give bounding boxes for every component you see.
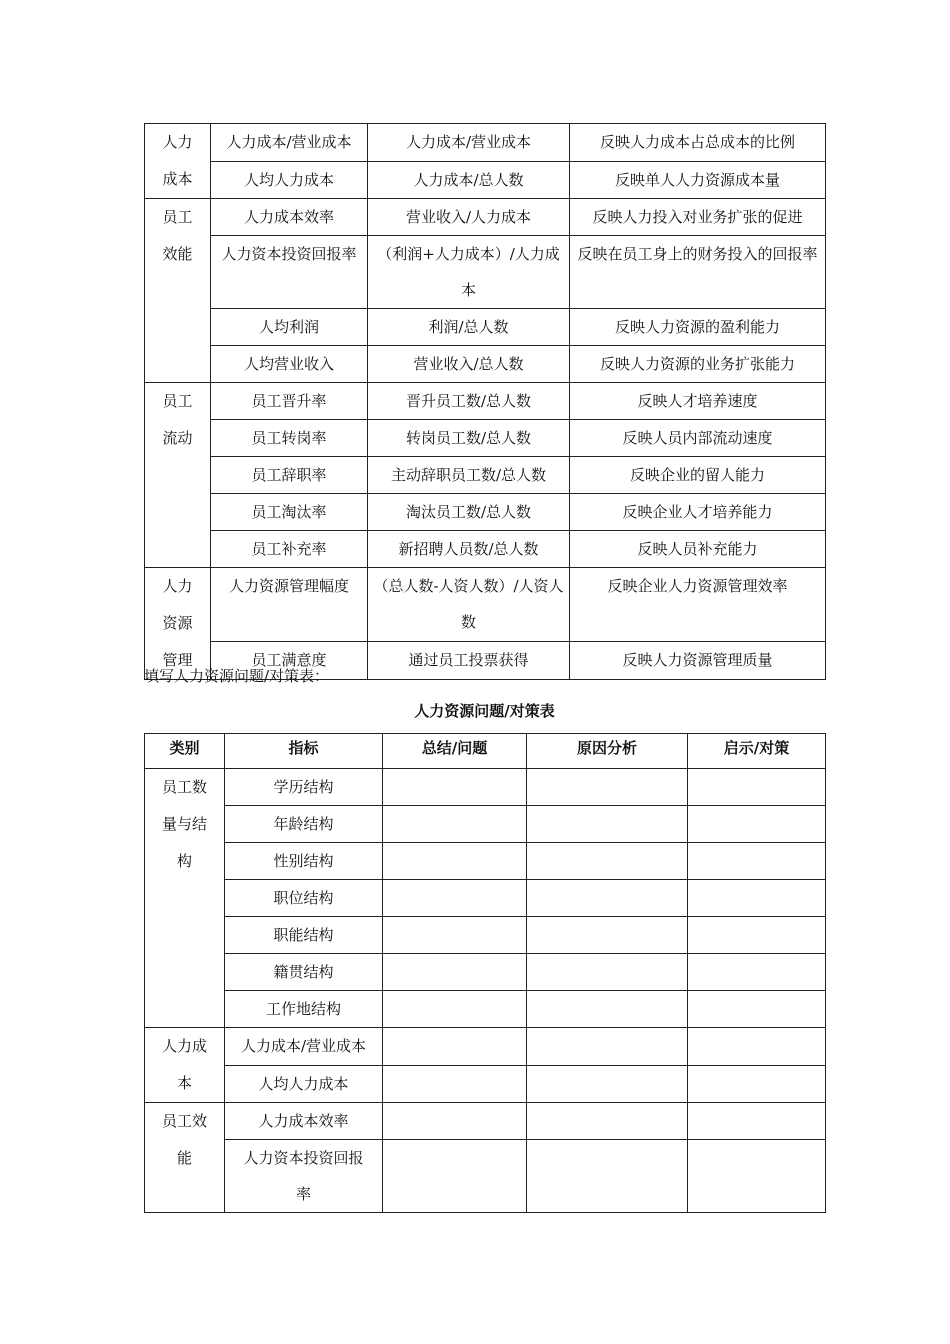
table-row [145, 806, 826, 843]
formula-cell: （总人数-人资人数）/人资人数 [368, 568, 570, 642]
countermeasure-cell [688, 806, 826, 843]
indicator-cell: 工作地结构 [225, 991, 383, 1028]
table-row [145, 199, 826, 236]
table-row [145, 236, 826, 309]
summary-cell [383, 1103, 527, 1140]
cause-cell [527, 880, 688, 917]
table-row [145, 843, 826, 880]
indicator-cell: 人力成本/营业成本 [211, 124, 368, 162]
summary-cell [383, 843, 527, 880]
category-cell: 员工数 量与结 构 [145, 769, 225, 1028]
category-cell: 人力成 本 [145, 1028, 225, 1103]
table-row [145, 769, 826, 806]
hr-indicator-table [144, 123, 826, 680]
formula-cell: 转岗员工数/总人数 [368, 420, 570, 457]
table-row [145, 494, 826, 531]
table-row [145, 309, 826, 346]
countermeasure-cell [688, 1140, 826, 1213]
indicator-cell: 员工转岗率 [211, 420, 368, 457]
table-row [145, 457, 826, 494]
table-row [145, 917, 826, 954]
indicator-cell: 员工淘汰率 [211, 494, 368, 531]
cause-cell [527, 954, 688, 991]
cause-cell [527, 769, 688, 806]
indicator-cell: 人力资源管理幅度 [211, 568, 368, 642]
indicator-cell: 职位结构 [225, 880, 383, 917]
meaning-cell: 反映企业人力资源管理效率 [570, 568, 826, 642]
formula-cell: 主动辞职员工数/总人数 [368, 457, 570, 494]
meaning-cell: 反映单人人力资源成本量 [570, 161, 826, 199]
formula-cell: 人力成本/营业成本 [368, 124, 570, 162]
cause-cell [527, 991, 688, 1028]
countermeasure-cell [688, 991, 826, 1028]
meaning-cell: 反映人力资源管理质量 [570, 642, 826, 680]
category-cell: 员工 效能 [145, 199, 211, 383]
cause-cell [527, 806, 688, 843]
countermeasure-cell [688, 917, 826, 954]
column-header: 启示/对策 [688, 734, 826, 769]
countermeasure-cell [688, 880, 826, 917]
meaning-cell: 反映人力资源的盈利能力 [570, 309, 826, 346]
table-row [145, 420, 826, 457]
indicator-cell: 性别结构 [225, 843, 383, 880]
indicator-cell: 人力资本投资回报 率 [225, 1140, 383, 1213]
column-header: 总结/问题 [383, 734, 527, 769]
table-row [145, 880, 826, 917]
category-cell: 人力 资源 管理 [145, 568, 211, 680]
cause-cell [527, 1065, 688, 1103]
cause-cell [527, 1140, 688, 1213]
indicator-cell: 人力成本效率 [225, 1103, 383, 1140]
table-row [145, 531, 826, 568]
summary-cell [383, 1140, 527, 1213]
meaning-cell: 反映人员内部流动速度 [570, 420, 826, 457]
summary-cell [383, 806, 527, 843]
summary-cell [383, 769, 527, 806]
cause-cell [527, 843, 688, 880]
formula-cell: 营业收入/人力成本 [368, 199, 570, 236]
hr-problem-countermeasure-table [144, 733, 826, 1213]
summary-cell [383, 1028, 527, 1066]
indicator-cell: 人均人力成本 [225, 1065, 383, 1103]
formula-cell: 晋升员工数/总人数 [368, 383, 570, 420]
formula-cell: （利润+人力成本）/人力成本 [368, 236, 570, 309]
formula-cell: 通过员工投票获得 [368, 642, 570, 680]
indicator-cell: 人均营业收入 [211, 346, 368, 383]
table-row [145, 1103, 826, 1140]
cause-cell [527, 1028, 688, 1066]
summary-cell [383, 917, 527, 954]
formula-cell: 利润/总人数 [368, 309, 570, 346]
table-row [145, 383, 826, 420]
indicator-cell: 人力成本效率 [211, 199, 368, 236]
category-cell: 员工效 能 [145, 1103, 225, 1213]
formula-cell: 新招聘人员数/总人数 [368, 531, 570, 568]
meaning-cell: 反映人力成本占总成本的比例 [570, 124, 826, 162]
table-title: 人力资源问题/对策表 [414, 702, 555, 720]
countermeasure-cell [688, 1028, 826, 1066]
indicator-cell: 员工满意度 [211, 642, 368, 680]
column-header: 指标 [225, 734, 383, 769]
indicator-cell: 年龄结构 [225, 806, 383, 843]
indicator-cell: 籍贯结构 [225, 954, 383, 991]
intro-text: 填写人力资源问题/对策表： [144, 667, 330, 685]
countermeasure-cell [688, 1103, 826, 1140]
countermeasure-cell [688, 954, 826, 991]
indicator-cell: 职能结构 [225, 917, 383, 954]
indicator-cell: 人均人力成本 [211, 161, 368, 199]
meaning-cell: 反映企业的留人能力 [570, 457, 826, 494]
summary-cell [383, 954, 527, 991]
table-row [145, 991, 826, 1028]
countermeasure-cell [688, 843, 826, 880]
meaning-cell: 反映在员工身上的财务投入的回报率 [570, 236, 826, 309]
category-cell: 员工 流动 [145, 383, 211, 568]
formula-cell: 淘汰员工数/总人数 [368, 494, 570, 531]
indicator-cell: 员工晋升率 [211, 383, 368, 420]
countermeasure-cell [688, 1065, 826, 1103]
table-row [145, 568, 826, 642]
formula-cell: 营业收入/总人数 [368, 346, 570, 383]
indicator-cell: 员工补充率 [211, 531, 368, 568]
header-row [145, 734, 826, 769]
meaning-cell: 反映人员补充能力 [570, 531, 826, 568]
table-row [145, 124, 826, 162]
cause-cell [527, 917, 688, 954]
category-cell: 人力 成本 [145, 124, 211, 199]
indicator-cell: 人力成本/营业成本 [225, 1028, 383, 1066]
meaning-cell: 反映人力投入对业务扩张的促进 [570, 199, 826, 236]
indicator-cell: 人力资本投资回报率 [211, 236, 368, 309]
indicator-cell: 学历结构 [225, 769, 383, 806]
table-row [145, 954, 826, 991]
indicator-cell: 员工辞职率 [211, 457, 368, 494]
countermeasure-cell [688, 769, 826, 806]
table-row [145, 1028, 826, 1066]
summary-cell [383, 991, 527, 1028]
meaning-cell: 反映人力资源的业务扩张能力 [570, 346, 826, 383]
meaning-cell: 反映人才培养速度 [570, 383, 826, 420]
column-header: 类别 [145, 734, 225, 769]
meaning-cell: 反映企业人才培养能力 [570, 494, 826, 531]
table-row [145, 161, 826, 199]
column-header: 原因分析 [527, 734, 688, 769]
summary-cell [383, 1065, 527, 1103]
cause-cell [527, 1103, 688, 1140]
table-row [145, 1140, 826, 1213]
indicator-cell: 人均利润 [211, 309, 368, 346]
table-row [145, 1065, 826, 1103]
table-row [145, 346, 826, 383]
formula-cell: 人力成本/总人数 [368, 161, 570, 199]
summary-cell [383, 880, 527, 917]
